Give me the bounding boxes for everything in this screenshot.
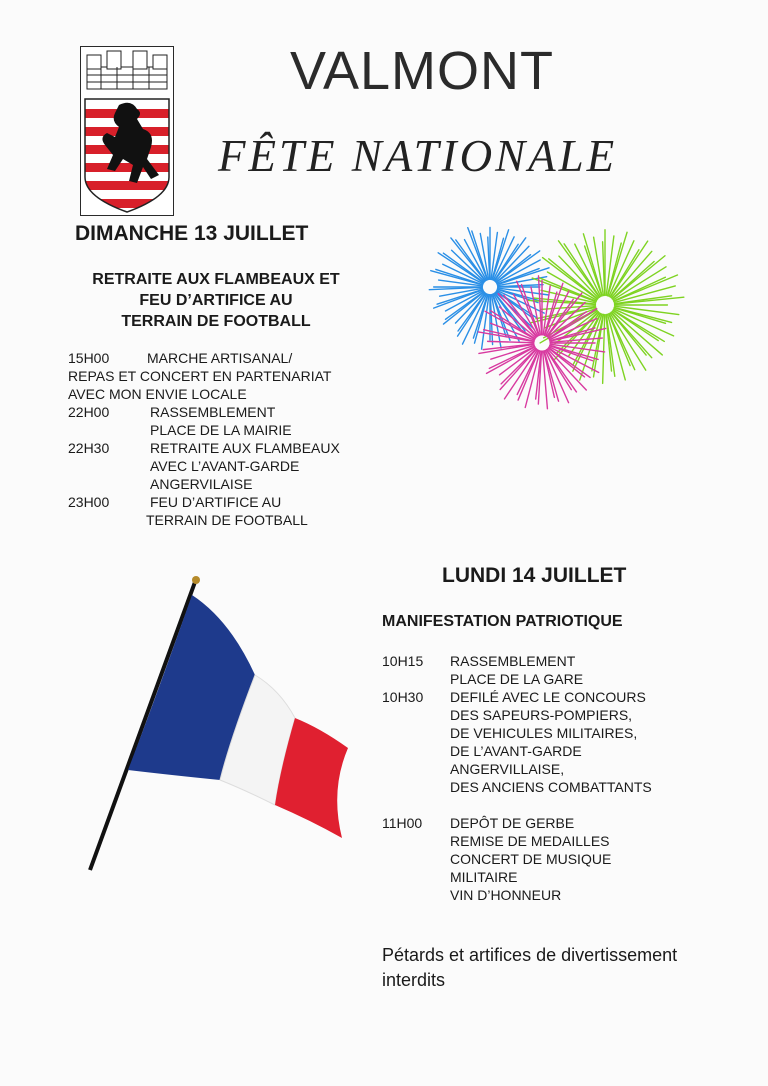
schedule-desc: DEPÔT DE GERBE [450, 815, 575, 831]
schedule-time: 11H00 [382, 815, 423, 831]
schedule-desc: FEU D’ARTIFICE AU [150, 494, 282, 510]
schedule-desc: RASSEMBLEMENT [150, 404, 276, 420]
schedule-time: 15H00 [68, 350, 110, 366]
fireworks-ban-notice: Pétards et artifices de divertissement interdits [382, 945, 678, 990]
schedule-time: 10H30 [382, 689, 424, 705]
sunday-event-line: RETRAITE AUX FLAMBEAUX ET [92, 271, 340, 288]
fireworks-image [420, 215, 690, 425]
coat-of-arms-image [80, 46, 174, 216]
schedule-desc: ANGERVILLAISE, [450, 761, 565, 777]
sunday-heading: DIMANCHE 13 JUILLET [75, 222, 309, 245]
monday-event-title: MANIFESTATION PATRIOTIQUE [382, 613, 623, 630]
sunday-event-title [66, 269, 366, 332]
schedule-desc: DE L’AVANT-GARDE [450, 743, 582, 759]
schedule-time: 23H00 [68, 494, 110, 510]
sunday-event-line: FEU D’ARTIFICE AU [139, 292, 293, 309]
firework-burst [528, 230, 683, 384]
schedule-desc: DEFILÉ AVEC LE CONCOURS [450, 689, 646, 705]
schedule-desc: PLACE DE LA MAIRIE [150, 422, 292, 438]
schedule-desc: AVEC L’AVANT-GARDE [150, 458, 300, 474]
schedule-desc: REMISE DE MEDAILLES [450, 833, 610, 849]
schedule-desc: RASSEMBLEMENT [450, 653, 576, 669]
schedule-time: 10H15 [382, 653, 424, 669]
schedule-desc: TERRAIN DE FOOTBALL [146, 512, 308, 528]
schedule-desc: DES ANCIENS COMBATTANTS [450, 779, 652, 795]
schedule-desc: ANGERVILAISE [150, 476, 253, 492]
event-title: FÊTE NATIONALE [218, 131, 618, 181]
schedule-desc: VIN D’HONNEUR [450, 887, 562, 903]
schedule-desc: MILITAIRE [450, 869, 518, 885]
schedule-desc: DES SAPEURS-POMPIERS, [450, 707, 633, 723]
schedule-time: 22H00 [68, 404, 110, 420]
schedule-desc: PLACE DE LA GARE [450, 671, 584, 687]
schedule-desc: DE VEHICULES MILITAIRES, [450, 725, 638, 741]
sunday-event-line: TERRAIN DE FOOTBALL [121, 313, 311, 330]
town-title: VALMONT [290, 41, 555, 101]
schedule-desc: CONCERT DE MUSIQUE [450, 851, 612, 867]
schedule-desc: AVEC MON ENVIE LOCALE [68, 386, 247, 402]
schedule-desc: REPAS ET CONCERT EN PARTENARIAT [68, 368, 332, 384]
schedule-desc: RETRAITE AUX FLAMBEAUX [150, 440, 340, 456]
schedule-time: 22H30 [68, 440, 110, 456]
monday-heading: LUNDI 14 JUILLET [442, 564, 627, 587]
schedule-desc: MARCHE ARTISANAL/ [147, 350, 293, 366]
french-flag-image [80, 570, 360, 880]
